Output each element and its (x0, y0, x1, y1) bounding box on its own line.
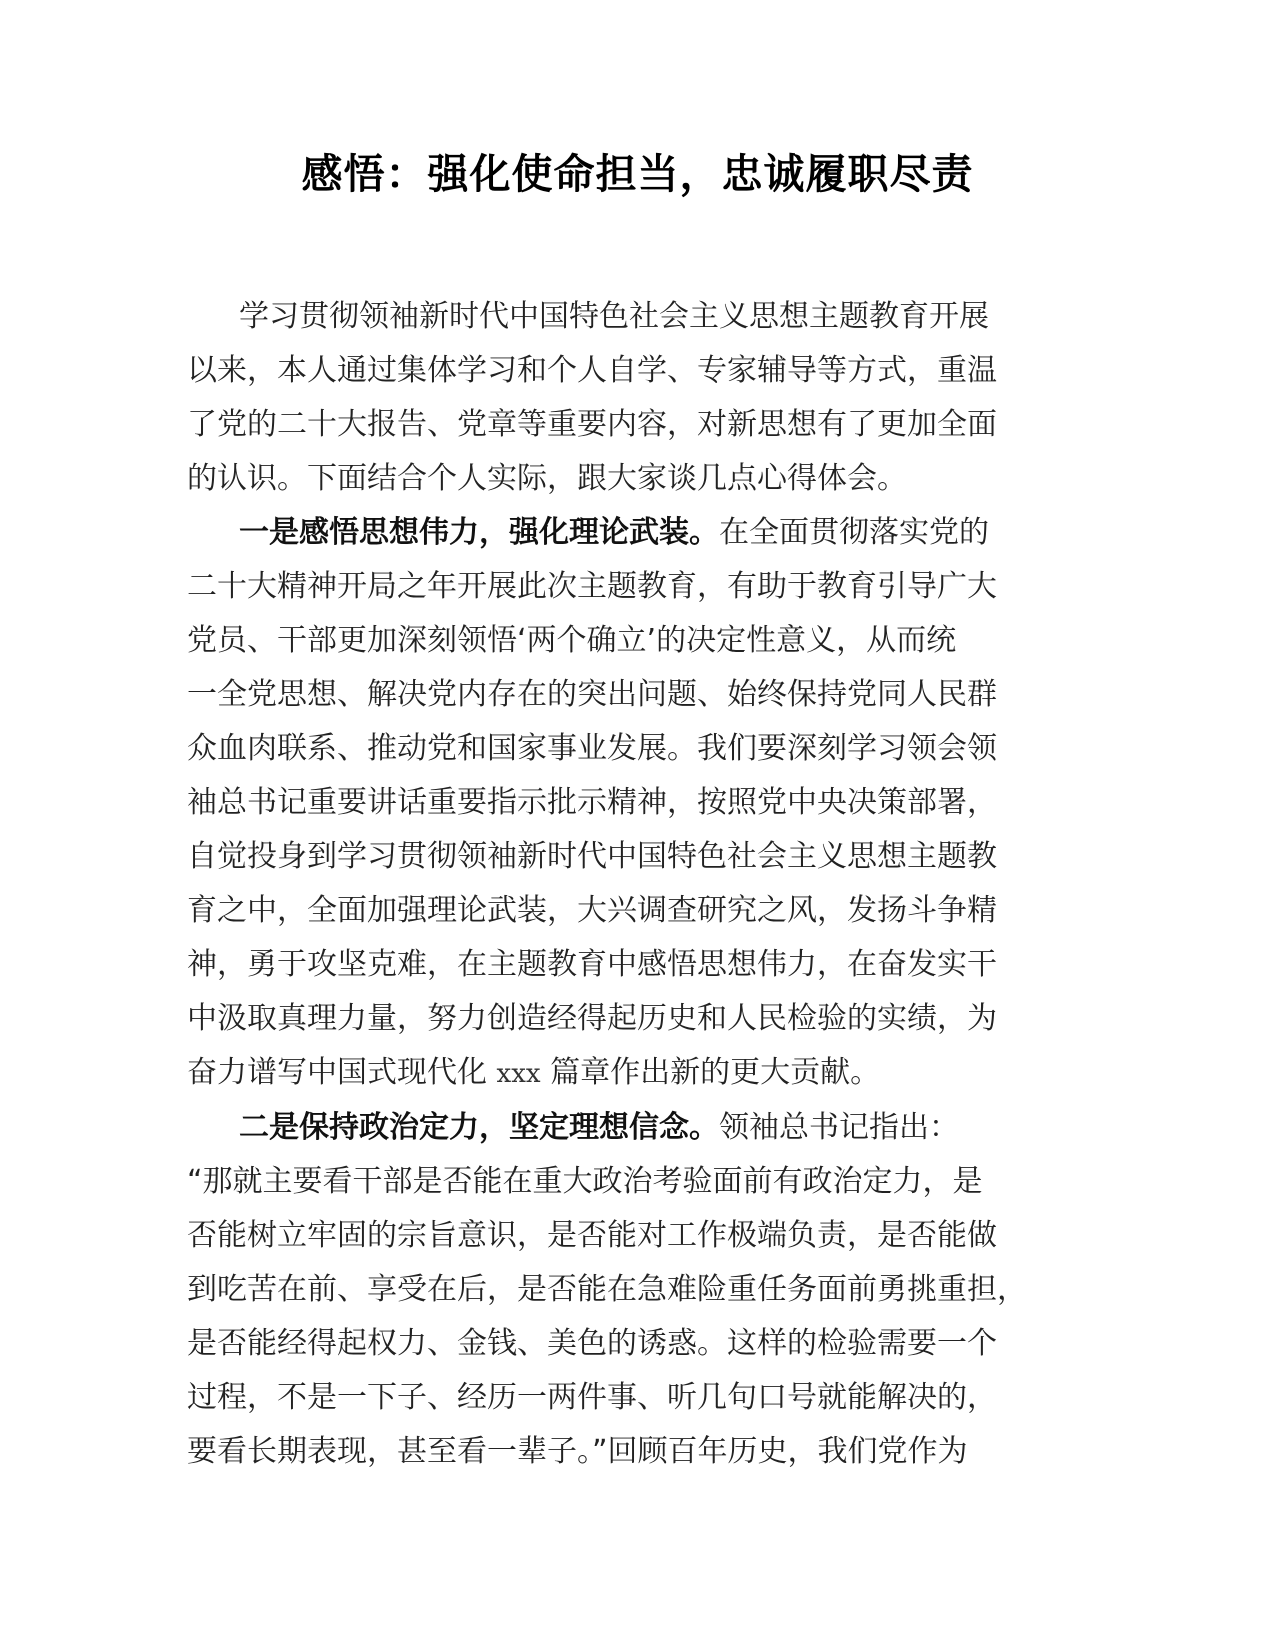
paragraph-intro (187, 290, 1087, 506)
placeholder-text: xxx (496, 1059, 541, 1089)
text-line: 了党的二十大报告、党章等重要内容，对新思想有了更加全面 (187, 407, 997, 442)
text-line: 二十大精神开局之年开展此次主题教育，有助于教育引导广大 (187, 569, 997, 604)
point-heading: 一是感悟思想伟力，强化理论武装。 (239, 515, 719, 550)
document-title: 感悟：强化使命担当，忠诚履职尽责 (301, 150, 974, 198)
text-line: 是否能经得起权力、金钱、美色的诱惑。这样的检验需要一个 (187, 1326, 997, 1361)
text-line: 育之中，全面加强理论武装，大兴调查研究之风，发扬斗争精 (187, 893, 997, 928)
paragraph-point-one (187, 506, 1087, 1101)
point-heading: 二是保持政治定力，坚定理想信念。 (239, 1110, 719, 1145)
document-body (187, 290, 1087, 1479)
text-run: 篇章作出新的更大贡献。 (550, 1055, 881, 1090)
text-line: 自觉投身到学习贯彻领袖新时代中国特色社会主义思想主题教 (187, 839, 997, 874)
text-line: 众血肉联系、推动党和国家事业发展。我们要深刻学习领会领 (187, 731, 997, 766)
text-line: 神，勇于攻坚克难，在主题教育中感悟思想伟力，在奋发实干 (187, 947, 997, 982)
text-line: 中汲取真理力量，努力创造经得起历史和人民检验的实绩，为 (187, 1001, 997, 1036)
text-line: 一全党思想、解决党内存在的突出问题、始终保持党同人民群 (187, 677, 997, 712)
text-line: 否能树立牢固的宗旨意识，是否能对工作极端负责，是否能做 (187, 1218, 997, 1253)
text-line-with-heading (187, 1101, 1087, 1155)
text-line: 要看长期表现，甚至看一辈子。”回顾百年历史，我们党作为 (187, 1434, 968, 1469)
text-run: 奋力谱写中国式现代化 (187, 1055, 487, 1090)
text-line: 以来，本人通过集体学习和个人自学、专家辅导等方式，重温 (187, 353, 997, 388)
text-run: 在全面贯彻落实党的 (719, 515, 989, 550)
text-line-with-heading (187, 506, 1087, 560)
paragraph-point-two (187, 1101, 1087, 1479)
text-line: 到吃苦在前、享受在后，是否能在急难险重任务面前勇挑重担， (187, 1272, 1027, 1307)
text-line: 党员、干部更加深刻领悟‘两个确立’的决定性意义，从而统 (187, 623, 957, 658)
text-line: 的认识。下面结合个人实际，跟大家谈几点心得体会。 (187, 461, 907, 496)
text-line: 学习贯彻领袖新时代中国特色社会主义思想主题教育开展 (239, 299, 989, 334)
text-run: 领袖总书记指出： (719, 1110, 959, 1145)
text-line: 过程，不是一下子、经历一两件事、听几句口号就能解决的， (187, 1380, 997, 1415)
text-line-final (187, 1046, 1087, 1101)
text-line: “那就主要看干部是否能在重大政治考验面前有政治定力，是 (187, 1164, 983, 1199)
text-line: 袖总书记重要讲话重要指示批示精神，按照党中央决策部署， (187, 785, 997, 820)
